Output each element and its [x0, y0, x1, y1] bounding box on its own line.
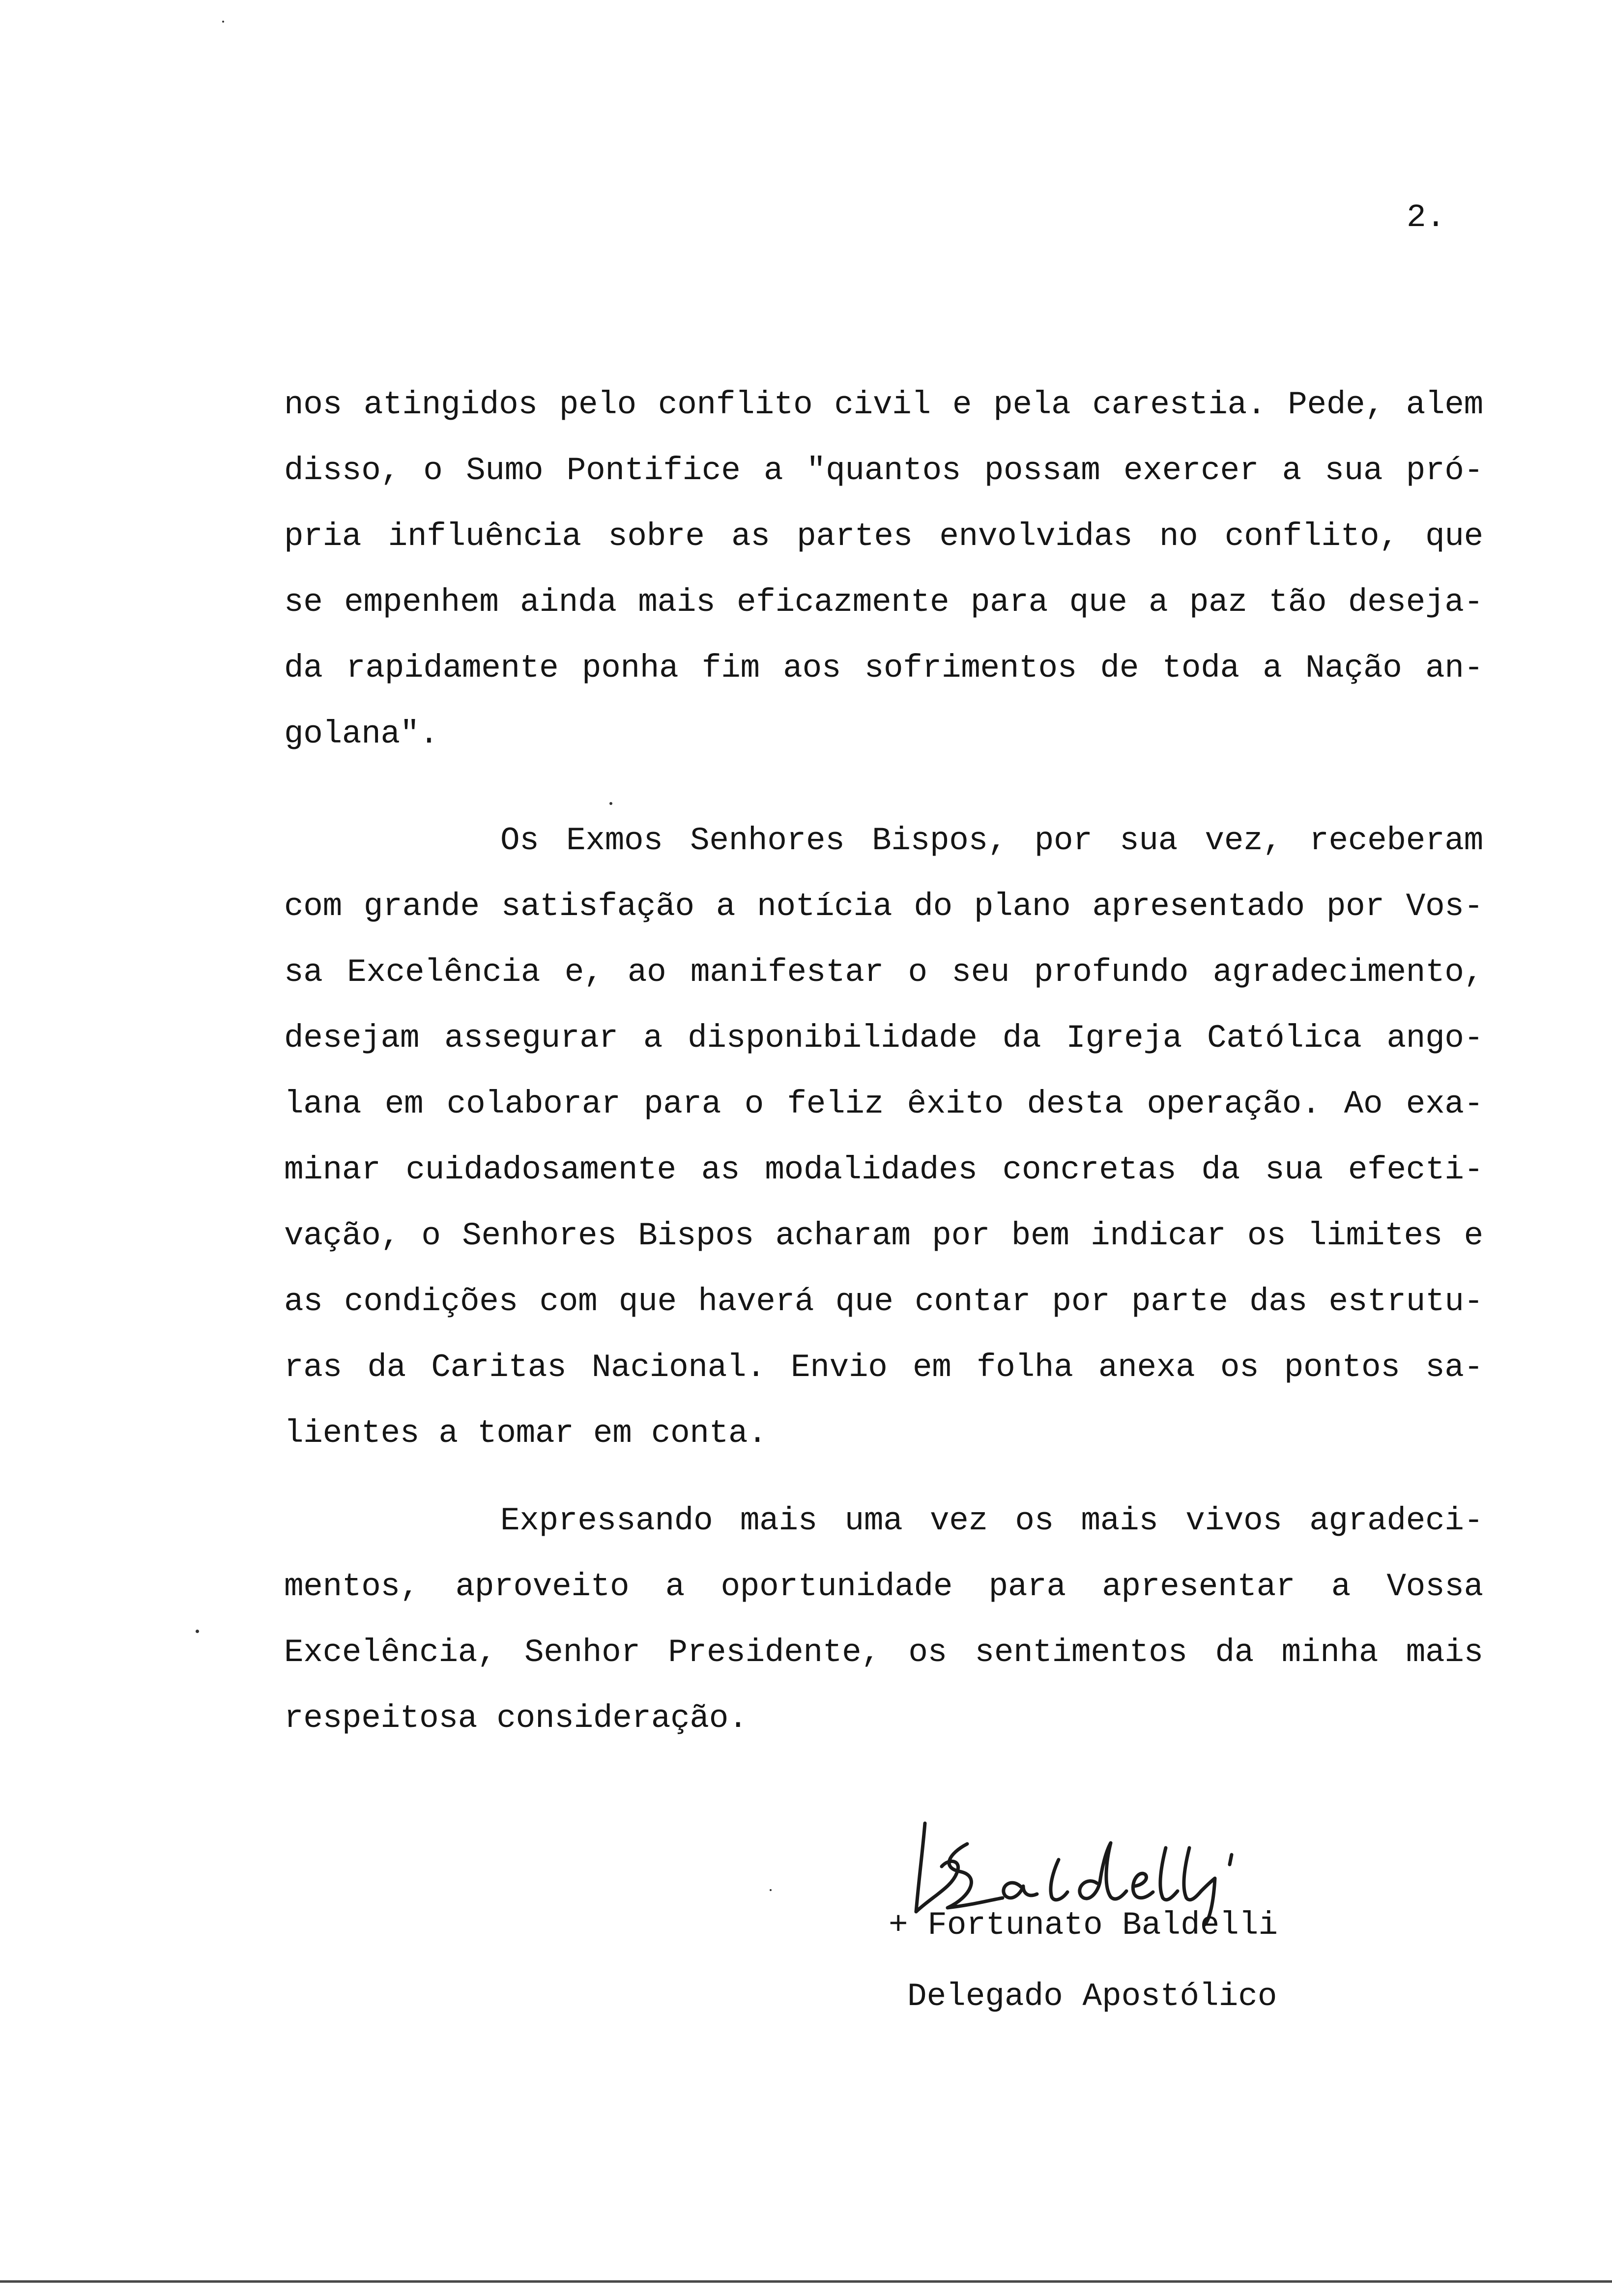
- text-line: Excelência, Senhor Presidente, os sentimentos da minha mais: [284, 1634, 1483, 1671]
- text-line: as condições com que haverá que contar por parte das estrutu-: [284, 1283, 1483, 1320]
- paragraph-1: [284, 372, 1483, 767]
- text-line: vação, o Senhores Bispos acharam por bem indicar os limites e: [284, 1217, 1483, 1254]
- text-line: ras da Caritas Nacional. Envio em folha anexa os pontos sa-: [284, 1349, 1483, 1386]
- text-line: respeitosa consideração.: [284, 1700, 748, 1737]
- text-line: desejam assegurar a disponibilidade da Igreja Católica ango-: [284, 1020, 1483, 1057]
- page-number: 2.: [1407, 199, 1446, 236]
- text-line: Expressando mais uma vez os mais vivos agradeci-: [500, 1502, 1483, 1539]
- text-line: golana".: [284, 716, 439, 752]
- scan-speck: [609, 802, 612, 805]
- text-line: minar cuidadosamente as modalidades concretas da sua efecti-: [284, 1151, 1483, 1188]
- paragraph-3: [284, 1488, 1483, 1751]
- text-line: com grande satisfação a notícia do plano apresentado por Vos-: [284, 888, 1483, 925]
- text-line: sa Excelência e, ao manifestar o seu profundo agradecimento,: [284, 954, 1483, 991]
- scan-speck: [222, 21, 224, 23]
- text-line: lientes a tomar em conta.: [284, 1415, 767, 1452]
- text-line: se empenhem ainda mais eficazmente para que a paz tão deseja-: [284, 584, 1483, 621]
- text-line: nos atingidos pelo conflito civil e pela carestia. Pede, alem: [284, 386, 1483, 423]
- paragraph-2: [284, 808, 1483, 1466]
- signatory-name: + Fortunato Baldelli: [889, 1907, 1278, 1944]
- scan-speck: [196, 1630, 199, 1633]
- scan-speck: [770, 1889, 772, 1891]
- text-line: mentos, aproveito a oportunidade para apresentar a Vossa: [284, 1568, 1483, 1605]
- text-line: Os Exmos Senhores Bispos, por sua vez, receberam: [500, 822, 1483, 859]
- text-line: disso, o Sumo Pontifice a "quantos possam exercer a sua pró-: [284, 452, 1483, 489]
- text-line: pria influência sobre as partes envolvidas no conflito, que: [284, 518, 1483, 555]
- text-line: da rapidamente ponha fim aos sofrimentos de toda a Nação an-: [284, 650, 1483, 687]
- text-line: lana em colaborar para o feliz êxito desta operação. Ao exa-: [284, 1086, 1483, 1122]
- signatory-title: Delegado Apostólico: [907, 1978, 1277, 2015]
- bottom-edge-rule: [0, 2280, 1612, 2283]
